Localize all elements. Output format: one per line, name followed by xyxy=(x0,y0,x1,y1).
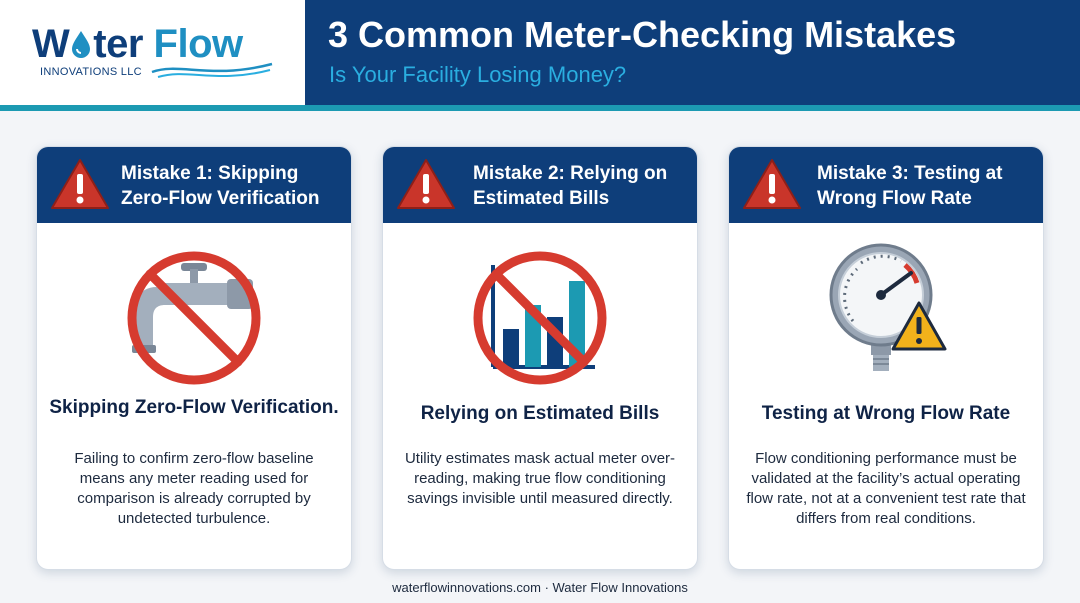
card-header-title: Mistake 3: Testing at Wrong Flow Rate xyxy=(817,163,1003,209)
footer-text: waterflowinnovations.com · Water Flow Innovations xyxy=(392,580,688,595)
logo-subtitle: INNOVATIONS LLC xyxy=(40,66,142,78)
card-header-title: Mistake 2: Relying on Estimated Bills xyxy=(473,163,668,209)
warning-triangle-icon xyxy=(395,156,457,212)
warning-triangle-icon xyxy=(49,156,111,212)
card-header xyxy=(383,147,697,223)
pressure-gauge-warning-icon xyxy=(827,243,951,379)
page-title: 3 Common Meter-Checking Mistakes xyxy=(328,14,957,55)
card-header xyxy=(37,147,351,223)
card-header xyxy=(729,147,1043,223)
card-body: Flow conditioning performance must be validated at the facility’s actual operating flow rate, not at a convenient test rate that differs from real conditions. xyxy=(746,450,1026,527)
card-header-title: Mistake 1: Skipping Zero-Flow Verification xyxy=(121,163,320,209)
card-title: Skipping Zero-Flow Verification. xyxy=(49,397,339,418)
card-title: Relying on Estimated Bills xyxy=(420,403,660,424)
wave-swoosh-icon xyxy=(150,58,275,82)
card-body: Failing to confirm zero-flow baseline means any meter reading used for comparison is already corrupted by undetected turbulence. xyxy=(74,450,314,527)
logo-wordmark: W ter Flow xyxy=(32,22,243,66)
crossed-out-bar-chart-icon xyxy=(463,243,617,393)
header-divider xyxy=(0,105,1080,111)
logo xyxy=(0,0,305,105)
card-body: Utility estimates mask actual meter over-reading, making true flow conditioning savings invisible until measured directly. xyxy=(404,450,676,507)
warning-triangle-icon xyxy=(741,156,803,212)
card-title: Testing at Wrong Flow Rate xyxy=(761,403,1011,424)
header xyxy=(0,0,1080,112)
mistake-card-1 xyxy=(36,146,352,570)
mistake-card-3 xyxy=(728,146,1044,570)
crossed-out-faucet-icon xyxy=(117,243,271,393)
water-drop-icon xyxy=(70,29,92,59)
page-subtitle: Is Your Facility Losing Money? xyxy=(329,62,627,87)
mistake-card-2 xyxy=(382,146,698,570)
